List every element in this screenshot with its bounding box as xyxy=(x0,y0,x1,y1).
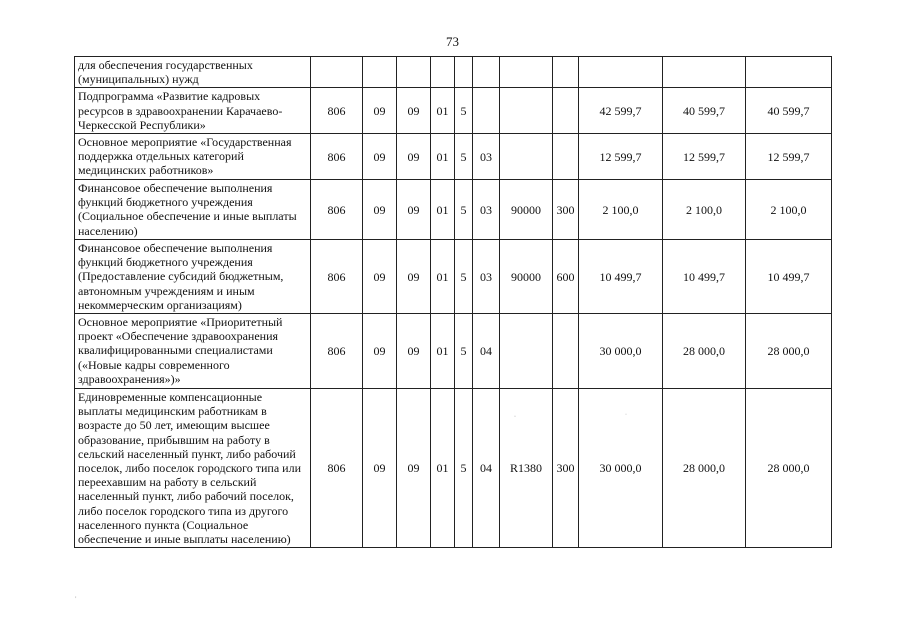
page-number: 73 xyxy=(446,34,459,49)
table-row xyxy=(75,240,832,314)
amount-year-2-cell: 2 100,0 xyxy=(663,180,746,240)
expense-type-code-cell: 300 xyxy=(553,389,579,548)
amount-year-2-cell: 28 000,0 xyxy=(663,314,746,389)
section-code-cell: 09 xyxy=(363,314,397,389)
subsection-code-cell: 09 xyxy=(397,314,431,389)
expense-type-code-cell xyxy=(553,314,579,389)
amount-year-1-cell: 30 000,0 xyxy=(579,389,663,548)
program-code-cell xyxy=(431,57,455,88)
ministry-code-cell: 806 xyxy=(311,314,363,389)
scan-speck: , xyxy=(75,593,77,599)
section-code-cell: 09 xyxy=(363,240,397,314)
row-name-cell: Основное мероприятие «Государственная поддержка отдельных категорий медицинских работников» xyxy=(75,134,311,180)
event-code-cell: 03 xyxy=(473,240,500,314)
ministry-code-cell: 806 xyxy=(311,180,363,240)
program-code-cell: 01 xyxy=(431,88,455,134)
amount-year-1-cell: 42 599,7 xyxy=(579,88,663,134)
amount-year-3-cell: 12 599,7 xyxy=(746,134,832,180)
program-code-cell: 01 xyxy=(431,314,455,389)
direction-code-cell: R1380 xyxy=(500,389,553,548)
table-row xyxy=(75,389,832,548)
row-name-cell: для обеспечения государственных (муниципальных) нужд xyxy=(75,57,311,88)
event-code-cell: 04 xyxy=(473,314,500,389)
section-code-cell: 09 xyxy=(363,389,397,548)
amount-year-3-cell xyxy=(746,57,832,88)
expense-type-code-cell: 300 xyxy=(553,180,579,240)
amount-year-1-cell xyxy=(579,57,663,88)
amount-year-1-cell: 12 599,7 xyxy=(579,134,663,180)
amount-year-2-cell xyxy=(663,57,746,88)
subsection-code-cell: 09 xyxy=(397,240,431,314)
direction-code-cell xyxy=(500,57,553,88)
section-code-cell: 09 xyxy=(363,88,397,134)
subprogram-code-cell: 5 xyxy=(455,134,473,180)
direction-code-cell xyxy=(500,88,553,134)
amount-year-2-cell: 12 599,7 xyxy=(663,134,746,180)
section-code-cell xyxy=(363,57,397,88)
row-name-cell: Финансовое обеспечение выполнения функций бюджетного учреждения (Социальное обеспечение и иные выплаты населению) xyxy=(75,180,311,240)
subprogram-code-cell: 5 xyxy=(455,314,473,389)
ministry-code-cell xyxy=(311,57,363,88)
event-code-cell: 03 xyxy=(473,180,500,240)
expense-type-code-cell xyxy=(553,88,579,134)
subprogram-code-cell: 5 xyxy=(455,389,473,548)
subprogram-code-cell xyxy=(455,57,473,88)
amount-year-3-cell: 28 000,0 xyxy=(746,314,832,389)
subprogram-code-cell: 5 xyxy=(455,180,473,240)
ministry-code-cell: 806 xyxy=(311,389,363,548)
table-row xyxy=(75,180,832,240)
program-code-cell: 01 xyxy=(431,240,455,314)
budget-table xyxy=(74,56,832,548)
scan-speck: · xyxy=(514,414,516,420)
subsection-code-cell xyxy=(397,57,431,88)
event-code-cell xyxy=(473,88,500,134)
subprogram-code-cell: 5 xyxy=(455,88,473,134)
amount-year-3-cell: 40 599,7 xyxy=(746,88,832,134)
direction-code-cell xyxy=(500,314,553,389)
amount-year-1-cell: 2 100,0 xyxy=(579,180,663,240)
amount-year-2-cell: 40 599,7 xyxy=(663,88,746,134)
direction-code-cell: 90000 xyxy=(500,240,553,314)
ministry-code-cell: 806 xyxy=(311,88,363,134)
row-name-cell: Основное мероприятие «Приоритетный проект «Обеспечение здравоохранения квалифицированными специалистами («Новые кадры современного здравоохранения»)» xyxy=(75,314,311,389)
subsection-code-cell: 09 xyxy=(397,389,431,548)
event-code-cell xyxy=(473,57,500,88)
row-name-cell: Единовременные компенсационные выплаты медицинским работникам в возрасте до 50 лет, имеющим высшее образование, прибывшим на работу в сельский населенный пункт, либо рабочий поселок, либо поселок городского типа или переехавшим на работу в сельский населенный пункт, либо рабочий поселок, либо поселок городского типа из другого населенного пункта (Социальное обеспечение и иные выплаты населению) xyxy=(75,389,311,548)
amount-year-3-cell: 28 000,0 xyxy=(746,389,832,548)
subprogram-code-cell: 5 xyxy=(455,240,473,314)
ministry-code-cell: 806 xyxy=(311,134,363,180)
subsection-code-cell: 09 xyxy=(397,134,431,180)
ministry-code-cell: 806 xyxy=(311,240,363,314)
amount-year-2-cell: 28 000,0 xyxy=(663,389,746,548)
table-row xyxy=(75,314,832,389)
section-code-cell: 09 xyxy=(363,180,397,240)
expense-type-code-cell xyxy=(553,134,579,180)
subsection-code-cell: 09 xyxy=(397,180,431,240)
amount-year-1-cell: 30 000,0 xyxy=(579,314,663,389)
event-code-cell: 04 xyxy=(473,389,500,548)
program-code-cell: 01 xyxy=(431,389,455,548)
direction-code-cell xyxy=(500,134,553,180)
amount-year-3-cell: 10 499,7 xyxy=(746,240,832,314)
row-name-cell: Подпрограмма «Развитие кадровых ресурсов в здравоохранении Карачаево-Черкесской Республики» xyxy=(75,88,311,134)
expense-type-code-cell: 600 xyxy=(553,240,579,314)
section-code-cell: 09 xyxy=(363,134,397,180)
program-code-cell: 01 xyxy=(431,134,455,180)
direction-code-cell: 90000 xyxy=(500,180,553,240)
subsection-code-cell: 09 xyxy=(397,88,431,134)
table-row xyxy=(75,134,832,180)
amount-year-3-cell: 2 100,0 xyxy=(746,180,832,240)
amount-year-2-cell: 10 499,7 xyxy=(663,240,746,314)
program-code-cell: 01 xyxy=(431,180,455,240)
table-row xyxy=(75,57,832,88)
row-name-cell: Финансовое обеспечение выполнения функций бюджетного учреждения (Предоставление субсидий бюджетным, автономным учреждениям и иным некоммерческим организациям) xyxy=(75,240,311,314)
event-code-cell: 03 xyxy=(473,134,500,180)
table-row xyxy=(75,88,832,134)
expense-type-code-cell xyxy=(553,57,579,88)
amount-year-1-cell: 10 499,7 xyxy=(579,240,663,314)
scan-speck: · xyxy=(625,412,627,418)
